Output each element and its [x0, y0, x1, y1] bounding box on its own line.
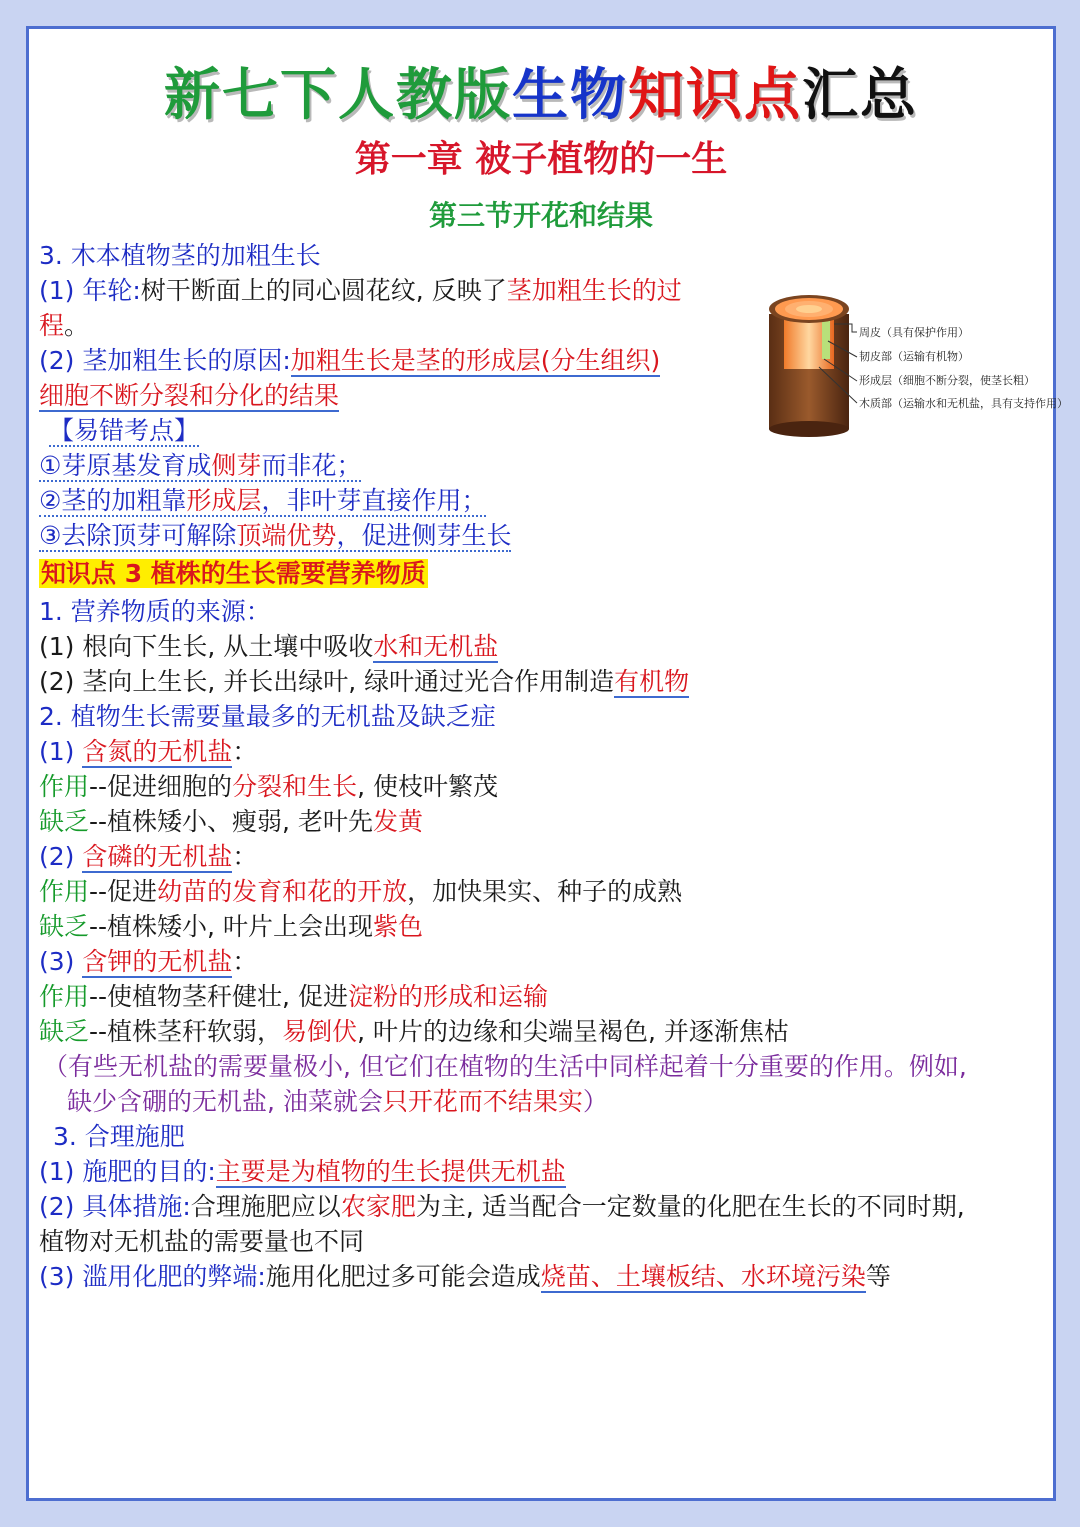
potassium-num: (3): [39, 947, 83, 976]
potassium-deficiency: [39, 1015, 789, 1049]
nitrogen-colon: ：: [232, 737, 258, 766]
nitrogen-function: [39, 770, 498, 804]
knowledge-point-3-heading: [39, 557, 428, 591]
nitrogen-heading: [39, 735, 257, 769]
root-absorb-line: [39, 630, 498, 664]
abuse-text: 施用化肥过多可能会造成: [265, 1262, 541, 1291]
stem-diagram: [764, 269, 1068, 434]
pot-func-highlight: 淀粉的形成和运输: [347, 982, 548, 1011]
common-mistakes-label: 【易错考点】: [49, 416, 200, 445]
annual-ring-highlight: 茎加粗生长的过: [506, 276, 682, 305]
fertilization-purpose: [39, 1155, 566, 1189]
potassium-colon: ：: [232, 947, 258, 976]
root-absorb-text: (1) 根向下生长, 从土壤中吸收: [39, 632, 374, 661]
deficiency-label: 缺乏: [39, 912, 90, 941]
annual-ring-line-2: [39, 309, 89, 343]
phos-func-end: ，加快果实、种子的成熟: [407, 877, 683, 906]
heading-stem-thickening: 3. 木本植物茎的加粗生长: [39, 241, 321, 270]
nitrogen-num: (1): [39, 737, 83, 766]
stem-photosynthesis-line: [39, 665, 689, 699]
thickening-cause-line: [39, 344, 660, 378]
mistake-1-c: 而非花；: [261, 451, 362, 480]
mistake-2-b: 形成层: [186, 486, 262, 515]
boron-text: 缺少含硼的无机盐, 油菜就会: [67, 1087, 383, 1116]
measures-text: 合理施肥应以: [190, 1192, 341, 1221]
title-part-3: 知识点: [628, 63, 802, 128]
nitrogen-func-end: , 使枝叶繁茂: [357, 772, 498, 801]
label-cambium: 形成层（细胞不断分裂，使茎长粗）: [859, 374, 1035, 387]
stem-photo-text: (2) 茎向上生长, 并长出绿叶, 绿叶通过光合作用制造: [39, 667, 615, 696]
thickening-cause-line-2: [39, 379, 339, 413]
annual-ring-highlight-end: 程: [39, 311, 65, 340]
label-phloem: 韧皮部（运输有机物）: [859, 350, 969, 363]
function-label: 作用: [39, 772, 90, 801]
phosphorus-colon: ：: [232, 842, 258, 871]
mistake-item-2: [39, 484, 486, 518]
mineral-heading: 2. 植物生长需要量最多的无机盐及缺乏症: [39, 702, 496, 731]
stem-photo-highlight: 有机物: [614, 667, 690, 696]
phosphorus-label: 含磷的无机盐: [82, 842, 233, 871]
label-xylem: 木质部（运输水和无机盐，具有支持作用）: [859, 397, 1068, 410]
potassium-heading: [39, 945, 257, 979]
phosphorus-heading: [39, 840, 257, 874]
chapter-title: 第一章 被子植物的一生: [354, 139, 728, 180]
mistake-2-a: ②茎的加粗靠: [39, 486, 187, 515]
abuse-end: 等: [865, 1262, 891, 1291]
thickening-cause-text: 加粗生长是茎的形成层(分生组织): [290, 346, 661, 375]
mistake-item-1: [39, 449, 361, 483]
phos-def-text: --植株矮小, 叶片上会出现: [89, 912, 373, 941]
pot-def-end: , 叶片的边缘和尖端呈褐色, 并逐渐焦枯: [357, 1017, 789, 1046]
measures-highlight: 农家肥: [340, 1192, 416, 1221]
phos-func-text: --促进: [89, 877, 158, 906]
nitrogen-def-highlight: 发黄: [372, 807, 423, 836]
mistake-3-b: 顶端优势: [236, 521, 337, 550]
title-part-1: 新七下人教版: [164, 63, 512, 128]
abuse-label: (3) 滥用化肥的弊端:: [39, 1262, 266, 1291]
mistake-2-c: ，非叶芽直接作用；: [261, 486, 487, 515]
nutrient-source-heading: 1. 营养物质的来源：: [39, 597, 271, 626]
phosphorus-num: (2): [39, 842, 83, 871]
title-part-4: 汇总: [802, 63, 918, 128]
stem-cylinder: [769, 295, 849, 437]
abuse-highlight: 烧苗、土壤板结、水环境污染: [540, 1262, 866, 1291]
section-title: 第三节开花和结果: [428, 199, 653, 232]
mistake-1-a: ①芽原基发育成: [39, 451, 212, 480]
thickening-cause-label: (2) 茎加粗生长的原因:: [39, 346, 291, 375]
nitrogen-deficiency: [39, 805, 423, 839]
mistake-3-a: ③去除顶芽可解除: [39, 521, 237, 550]
potassium-function: [39, 980, 548, 1014]
trace-mineral-note: （有些无机盐的需要量极小, 但它们在植物的生活中同样起着十分重要的作用。例如,: [43, 1052, 967, 1081]
fertilization-heading: 3. 合理施肥: [53, 1122, 185, 1151]
nitrogen-def-text: --植株矮小、瘦弱, 老叶先: [89, 807, 373, 836]
boron-highlight: 只开花而不结果实: [382, 1087, 583, 1116]
purpose-text: 主要是为植物的生长提供无机盐: [215, 1157, 566, 1186]
boron-close: ）: [582, 1087, 608, 1116]
annual-ring-text: 树干断面上的同心圆花纹, 反映了: [140, 276, 507, 305]
function-label: 作用: [39, 877, 90, 906]
nitrogen-label: 含氮的无机盐: [82, 737, 233, 766]
mistake-item-3: [39, 519, 511, 553]
phos-func-highlight: 幼苗的发育和花的开放: [157, 877, 408, 906]
pot-def-highlight: 易倒伏: [282, 1017, 358, 1046]
main-title: [29, 51, 1053, 131]
phosphorus-deficiency: [39, 910, 423, 944]
nitrogen-func-highlight: 分裂和生长: [232, 772, 358, 801]
measures-end: 为主, 适当配合一定数量的化肥在生长的不同时期,: [415, 1192, 965, 1221]
mistake-1-b: 侧芽: [211, 451, 262, 480]
fertilization-measures-2: 植物对无机盐的需要量也不同: [39, 1227, 365, 1256]
deficiency-label: 缺乏: [39, 807, 90, 836]
potassium-label: 含钾的无机盐: [82, 947, 233, 976]
fertilization-measures: [39, 1190, 965, 1224]
pot-func-text: --使植物茎秆健壮, 促进: [89, 982, 348, 1011]
phos-def-highlight: 紫色: [372, 912, 423, 941]
root-absorb-highlight: 水和无机盐: [373, 632, 499, 661]
pot-def-text: --植株茎秆软弱，: [89, 1017, 283, 1046]
common-mistakes-heading: [49, 414, 199, 448]
annual-ring-line: [39, 274, 682, 308]
period: 。: [64, 311, 90, 340]
note-page: [26, 26, 1068, 1501]
measures-label: (2) 具体措施:: [39, 1192, 191, 1221]
phosphorus-function: [39, 875, 682, 909]
nitrogen-func-text: --促进细胞的: [89, 772, 233, 801]
title-part-2: 生物: [512, 63, 628, 128]
mistake-3-c: ，促进侧芽生长: [336, 521, 512, 550]
deficiency-label: 缺乏: [39, 1017, 90, 1046]
knowledge-point-3-label: 知识点 3 植株的生长需要营养物质: [41, 559, 426, 588]
function-label: 作用: [39, 982, 90, 1011]
purpose-label: (1) 施肥的目的:: [39, 1157, 216, 1186]
trace-mineral-note-2: [67, 1085, 608, 1119]
label-periderm: 周皮（具有保护作用）: [859, 326, 969, 339]
fertilizer-abuse: [39, 1260, 891, 1294]
thickening-cause-text-2: 细胞不断分裂和分化的结果: [39, 381, 340, 410]
annual-ring-label: (1) 年轮:: [39, 276, 141, 305]
